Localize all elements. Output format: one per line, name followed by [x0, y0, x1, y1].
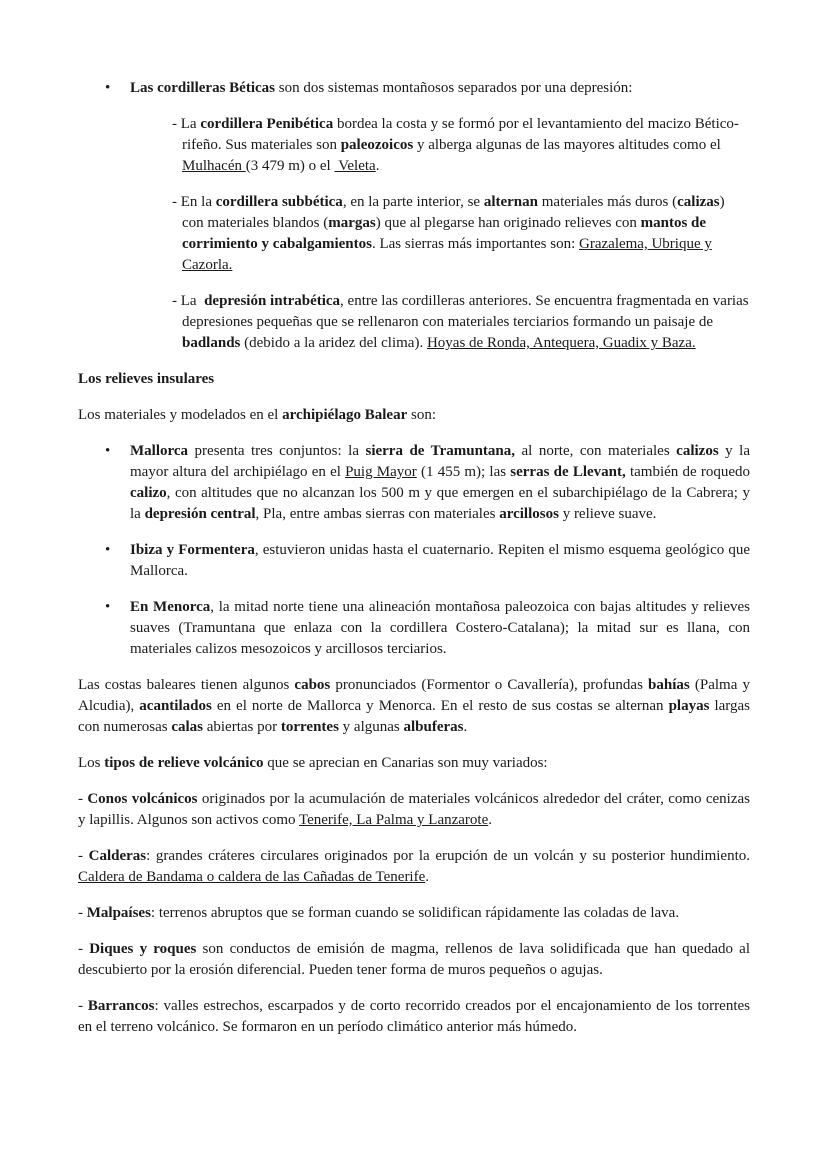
- bullet-item-mallorca: [78, 441, 750, 525]
- bullet-icon: •: [105, 542, 111, 558]
- heading-los-relieves-insulares: [78, 369, 750, 390]
- underlined-text-run: Hoyas de Ronda, Antequera, Guadix y Baza.: [426, 335, 696, 351]
- text-run: son conductos de emisión de magma, rellenos de lava solidificada que han quedado al descubierto por la erosión diferencial. Pueden tener forma de muros pequeños o agujas.: [78, 941, 750, 978]
- paragraph-intro-archipielago-balear: [78, 405, 750, 426]
- text-run: - La: [172, 293, 205, 309]
- text-run: Los materiales y modelados en el: [78, 407, 283, 423]
- bold-text-run: tipos de relieve volcánico: [104, 755, 264, 771]
- bold-text-run: alternan: [483, 194, 538, 210]
- bold-text-run: calas: [171, 719, 203, 735]
- bold-text-run: cordillera subbética: [215, 194, 343, 210]
- text-run: (1 455 m); las: [416, 464, 511, 480]
- text-run: y algunas: [338, 719, 404, 735]
- text-run: largas con numerosas: [78, 698, 751, 735]
- text-run: .: [488, 812, 492, 828]
- bold-text-run: calizos: [676, 443, 719, 459]
- bold-text-run: calizas: [677, 194, 720, 210]
- bold-text-run: depresión intrabética: [204, 293, 341, 309]
- bold-text-run: Ibiza y Formentera: [130, 542, 255, 558]
- text-run: - La: [172, 116, 201, 132]
- text-run: que se aprecian en Canarias son muy variados:: [263, 755, 548, 771]
- bullet-item-ibiza-formentera: [78, 540, 750, 582]
- text-run: .: [463, 719, 468, 735]
- document-content: [78, 78, 750, 1038]
- underlined-text-run: Puig Mayor: [345, 464, 417, 480]
- text-run: -: [78, 905, 87, 921]
- sub-item-cordillera-subbetica: [78, 192, 750, 276]
- bold-text-run: sierra de Tramuntana,: [365, 443, 515, 459]
- text-run: también de roquedo: [625, 464, 750, 480]
- paragraph-tipos-relieve-volcanico: [78, 753, 750, 774]
- text-run: y la mayor altura del archipiélago en el: [130, 443, 750, 480]
- text-run: ) con materiales blandos (: [182, 194, 725, 231]
- paragraph-diques-y-roques: [78, 939, 750, 981]
- text-run: (3 479 m) o el: [245, 158, 335, 174]
- text-run: abiertas por: [202, 719, 281, 735]
- text-run: ) que al plegarse han originado relieves con: [375, 215, 641, 231]
- text-run: : terrenos abruptos que se forman cuando se solidifican rápidamente las coladas de lava.: [150, 905, 680, 921]
- text-run: originados por la acumulación de materiales volcánicos alrededor del cráter, como cenizas y lapillis. Algunos son activos como: [78, 791, 751, 828]
- bullet-icon: •: [105, 599, 111, 615]
- bold-text-run: Mallorca: [130, 443, 189, 459]
- paragraph-barrancos: [78, 996, 750, 1038]
- text-run: y alberga algunas de las mayores altitudes como el: [413, 137, 721, 153]
- paragraph-malpaises: [78, 903, 750, 924]
- bold-text-run: torrentes: [280, 719, 339, 735]
- text-run: , Pla, entre ambas sierras con materiales: [255, 506, 500, 522]
- bullet-item-cordilleras-beticas: [78, 78, 750, 99]
- bold-text-run: cabos: [294, 677, 331, 693]
- sub-item-cordillera-penibetica: [78, 114, 750, 177]
- bold-text-run: margas: [328, 215, 376, 231]
- text-run: y relieve suave.: [558, 506, 657, 522]
- text-run: , entre las cordilleras anteriores. Se encuentra fragmentada en varias depresiones pequeñas que se rellenaron con materiales terciarios formando un paisaje de: [182, 293, 749, 330]
- bold-text-run: Barrancos: [87, 998, 155, 1014]
- text-run: , la mitad norte tiene una alineación montañosa paleozoica con bajas altitudes y relieves suaves (Tramuntana que enlaza con la cordillera Costero-Catalana); la mitad sur es llana, con materiales calizos mesozoicos y arcillosos terciarios.: [130, 599, 750, 657]
- underlined-text-run: Veleta: [334, 158, 376, 174]
- bold-text-run: En Menorca: [130, 599, 211, 615]
- bold-text-run: Calderas: [88, 848, 147, 864]
- text-run: - En la: [172, 194, 216, 210]
- text-run: , con altitudes que no alcanzan los 500 m y que emergen en el subarchipiélago de la Cabrera; y la: [130, 485, 750, 522]
- bold-text-run: Las cordilleras Béticas: [130, 80, 275, 96]
- bold-text-run: depresión central: [144, 506, 256, 522]
- underlined-text-run: Mulhacén: [182, 158, 246, 174]
- underlined-text-run: Caldera de Bandama o caldera de las Cañadas de Tenerife: [78, 869, 426, 885]
- bold-text-run: playas: [668, 698, 710, 714]
- text-run: , estuvieron unidas hasta el cuaternario. Repiten el mismo esquema geológico que Mallorca.: [130, 542, 750, 579]
- bullet-icon: •: [105, 443, 111, 459]
- text-run: Las costas baleares tienen algunos: [78, 677, 295, 693]
- bold-text-run: cordillera Penibética: [200, 116, 334, 132]
- bold-text-run: Conos volcánicos: [87, 791, 198, 807]
- text-run: materiales más duros (: [538, 194, 678, 210]
- text-run: (Palma y Alcudia),: [78, 677, 750, 714]
- bullet-item-menorca: [78, 597, 750, 660]
- text-run: , en la parte interior, se: [342, 194, 484, 210]
- underlined-text-run: Tenerife, La Palma y Lanzarote: [298, 812, 489, 828]
- paragraph-calderas: [78, 846, 750, 888]
- bold-text-run: mantos de corrimiento y cabalgamientos: [182, 215, 707, 252]
- bold-text-run: badlands: [182, 335, 241, 351]
- text-run: (debido a la aridez del clima).: [240, 335, 427, 351]
- text-run: Los: [78, 755, 105, 771]
- bold-text-run: albuferas: [403, 719, 464, 735]
- text-run: presenta tres conjuntos: la: [188, 443, 366, 459]
- underlined-text-run: Grazalema, Ubrique y Cazorla.: [182, 236, 712, 273]
- paragraph-costas-baleares: [78, 675, 750, 738]
- bold-text-run: Los relieves insulares: [78, 371, 215, 387]
- text-run: en el norte de Mallorca y Menorca. En el resto de sus costas se alternan: [211, 698, 669, 714]
- text-run: son:: [407, 407, 437, 423]
- text-run: .: [375, 158, 380, 174]
- bold-text-run: arcillosos: [499, 506, 559, 522]
- text-run: son dos sistemas montañosos separados por una depresión:: [274, 80, 633, 96]
- text-run: : grandes cráteres circulares originados por la erupción de un volcán y su posterior hundimiento.: [146, 848, 751, 864]
- text-run: . Las sierras más importantes son:: [371, 236, 580, 252]
- bold-text-run: serras de Llevant,: [510, 464, 626, 480]
- sub-item-depresion-intrabetica: [78, 291, 750, 354]
- text-run: pronunciados (Formentor o Cavallería), profundas: [330, 677, 649, 693]
- text-run: -: [78, 998, 88, 1014]
- bold-text-run: paleozoicos: [340, 137, 414, 153]
- text-run: bordea la costa y se formó por el levantamiento del macizo Bético-rifeño. Sus materiales son: [182, 116, 739, 153]
- text-run: -: [78, 848, 89, 864]
- text-run: al norte, con materiales: [515, 443, 677, 459]
- bullet-icon: •: [105, 80, 111, 96]
- bold-text-run: Malpaíses: [86, 905, 151, 921]
- text-run: : valles estrechos, escarpados y de corto recorrido creados por el encajonamiento de los torrentes en el terreno volcánico. Se formaron en un período climático anterior más húmedo.: [78, 998, 750, 1035]
- text-run: -: [78, 791, 88, 807]
- text-run: -: [78, 941, 90, 957]
- paragraph-conos-volcanicos: [78, 789, 750, 831]
- bold-text-run: Diques y roques: [89, 941, 197, 957]
- bold-text-run: acantilados: [139, 698, 212, 714]
- bold-text-run: archipiélago Balear: [282, 407, 408, 423]
- text-run: .: [425, 869, 430, 885]
- bold-text-run: bahías: [648, 677, 690, 693]
- bold-text-run: calizo: [130, 485, 167, 501]
